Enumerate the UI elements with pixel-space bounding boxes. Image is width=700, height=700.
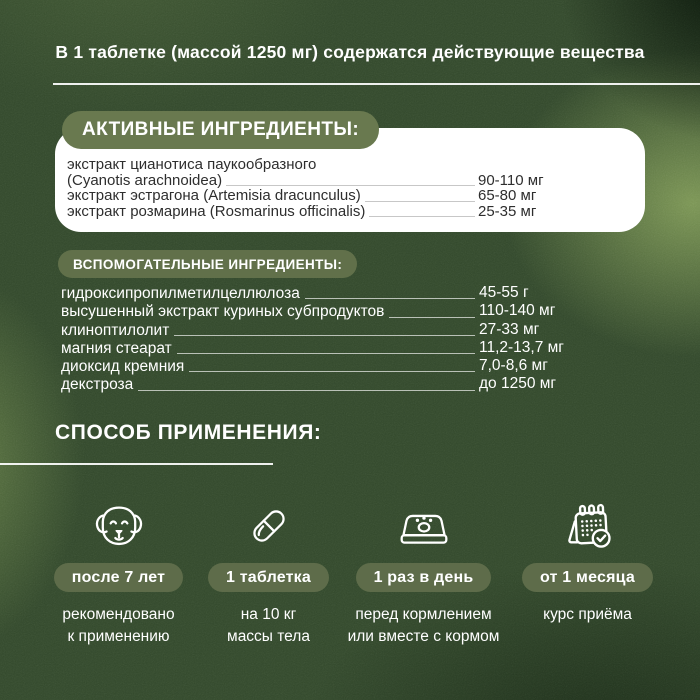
ingredient-name: декстроза: [61, 376, 134, 394]
usage-badge: 1 раз в день: [356, 563, 492, 592]
ingredient-name: клиноптилолит: [61, 321, 170, 339]
ingredient-row: [67, 204, 630, 220]
ingredient-value: 110-140 мг: [479, 302, 556, 320]
ingredient-row: [67, 157, 630, 188]
auxiliary-ingredients-list: [61, 284, 640, 394]
usage-badge: после 7 лет: [54, 563, 183, 592]
ingredient-name: высушенный экстракт куриных субпродуктов: [61, 303, 385, 321]
leader-line: [369, 216, 475, 217]
usage-column-age: [36, 497, 201, 648]
ingredient-row: [61, 284, 640, 302]
ingredient-row: [61, 357, 640, 375]
leader-line: [389, 317, 475, 318]
ingredient-value: 27-33 мг: [479, 320, 540, 338]
ingredient-row: [61, 321, 640, 339]
usage-badge: 1 таблетка: [208, 563, 329, 592]
ingredient-row: [61, 339, 640, 357]
ingredient-name: экстракт розмарина (Rosmarinus officinalis): [67, 202, 366, 220]
ingredient-name: экстракт цианотиса паукообразного: [67, 156, 317, 173]
ingredient-value: 45-55 г: [479, 284, 529, 301]
usage-column-duration: [511, 497, 664, 648]
ingredient-row: [61, 302, 640, 320]
usage-divider: [0, 463, 273, 465]
ingredient-value: 11,2-13,7 мг: [479, 338, 564, 356]
active-ingredients-badge: АКТИВНЫЕ ИНГРЕДИЕНТЫ:: [62, 111, 379, 149]
ingredient-name: гидроксипропилметилцеллюлоза: [61, 285, 300, 302]
ingredient-value: 90-110 мг: [478, 171, 544, 189]
leader-line: [138, 390, 475, 391]
ingredient-value: до 1250 мг: [479, 375, 557, 393]
page-title: В 1 таблетке (массой 1250 мг) содержатся действующие вещества: [55, 42, 645, 62]
ingredient-value: 65-80 мг: [478, 187, 537, 204]
auxiliary-ingredients-badge: ВСПОМОГАТЕЛЬНЫЕ ИНГРЕДИЕНТЫ:: [58, 250, 357, 278]
bowl-icon: [394, 497, 454, 554]
usage-badge: от 1 месяца: [522, 563, 653, 592]
leader-line: [189, 371, 475, 372]
leader-line: [365, 201, 475, 202]
leader-line: [226, 185, 475, 186]
usage-section-title: СПОСОБ ПРИМЕНЕНИЯ:: [55, 421, 322, 444]
calendar-icon: [558, 497, 618, 554]
usage-caption: рекомендовано к применению: [62, 606, 175, 645]
ingredient-row: [61, 375, 640, 393]
active-ingredients-list: [67, 157, 630, 219]
ingredient-row: [67, 188, 630, 204]
pill-icon: [240, 497, 298, 554]
ingredient-name: экстракт эстрагона (Artemisia dracunculus): [67, 187, 361, 204]
leader-line: [174, 335, 475, 336]
usage-caption: на 10 кг массы тела: [227, 606, 310, 645]
usage-items: [36, 497, 664, 648]
leader-line: [177, 353, 475, 354]
usage-column-dose: [201, 497, 336, 648]
dog-icon: [90, 497, 148, 554]
usage-caption: перед кормлением или вместе с кормом: [347, 606, 500, 645]
usage-caption: курс приёма: [543, 606, 632, 623]
ingredient-value: 7,0-8,6 мг: [479, 357, 548, 375]
ingredient-name: магния стеарат: [61, 339, 172, 357]
ingredient-name-latin: (Cyanotis arachnoidea): [67, 171, 223, 189]
title-divider: [53, 83, 700, 85]
ingredient-name: диоксид кремния: [61, 358, 185, 376]
leader-line: [305, 298, 475, 299]
usage-column-frequency: [336, 497, 511, 648]
ingredient-value: 25-35 мг: [478, 202, 537, 220]
